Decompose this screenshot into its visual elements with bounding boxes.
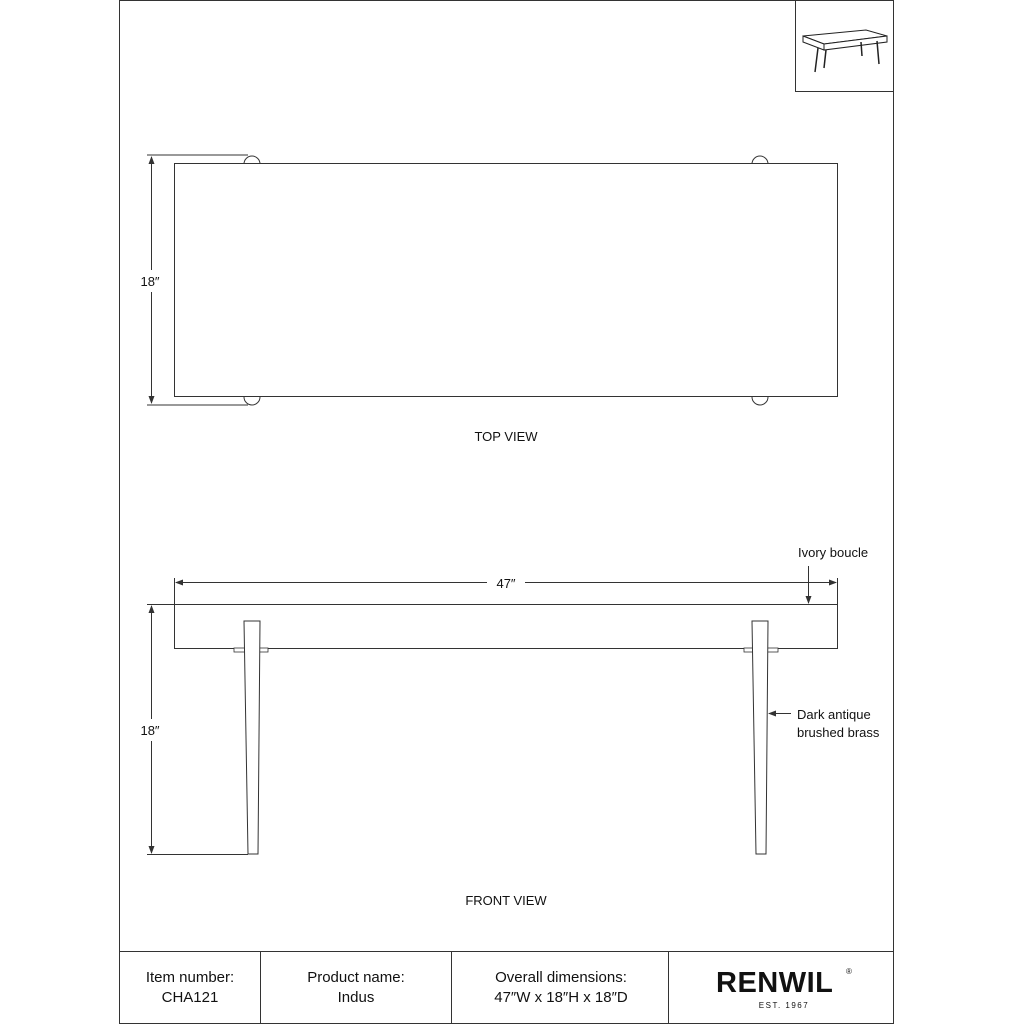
- top-view-caption: TOP VIEW: [474, 429, 538, 444]
- top-view-leg-foot: [244, 156, 260, 164]
- product-name-label: Product name:: [307, 969, 405, 986]
- front-view-width-dimension: 47″: [496, 576, 516, 591]
- renwil-logo: [716, 967, 852, 1010]
- front-view-caption: FRONT VIEW: [465, 893, 547, 908]
- product-name-value: Indus: [337, 989, 375, 1006]
- top-view-seat: [175, 164, 838, 397]
- leg-finish-callout-line1: Dark antique: [797, 707, 871, 722]
- front-view-leg-right: [752, 621, 768, 854]
- leg-finish-callout-line2: brushed brass: [797, 725, 880, 740]
- front-view-drawing: [137, 566, 838, 855]
- front-view-leg-left: [244, 621, 260, 854]
- item-number-value: CHA121: [161, 989, 219, 1006]
- dimensions-value: 47″W x 18″H x 18″D: [494, 989, 628, 1006]
- brand-name: RENWIL: [716, 967, 834, 999]
- front-view-height-dimension: 18″: [140, 723, 160, 738]
- item-number-label: Item number:: [145, 969, 235, 986]
- top-view-leg-foot: [752, 397, 768, 405]
- product-thumbnail: [795, 0, 894, 92]
- front-view-seat: [175, 605, 838, 649]
- top-view-leg-foot: [752, 156, 768, 164]
- top-view-leg-foot: [244, 397, 260, 405]
- sheet-border: [120, 1, 894, 1024]
- seat-material-callout: Ivory boucle: [798, 545, 869, 560]
- top-view-drawing: [137, 155, 838, 405]
- brand-registered-mark: ®: [846, 967, 852, 976]
- brand-tagline: EST. 1967: [758, 1001, 810, 1010]
- dimensions-label: Overall dimensions:: [495, 969, 627, 986]
- top-view-depth-dimension: 18″: [140, 274, 160, 289]
